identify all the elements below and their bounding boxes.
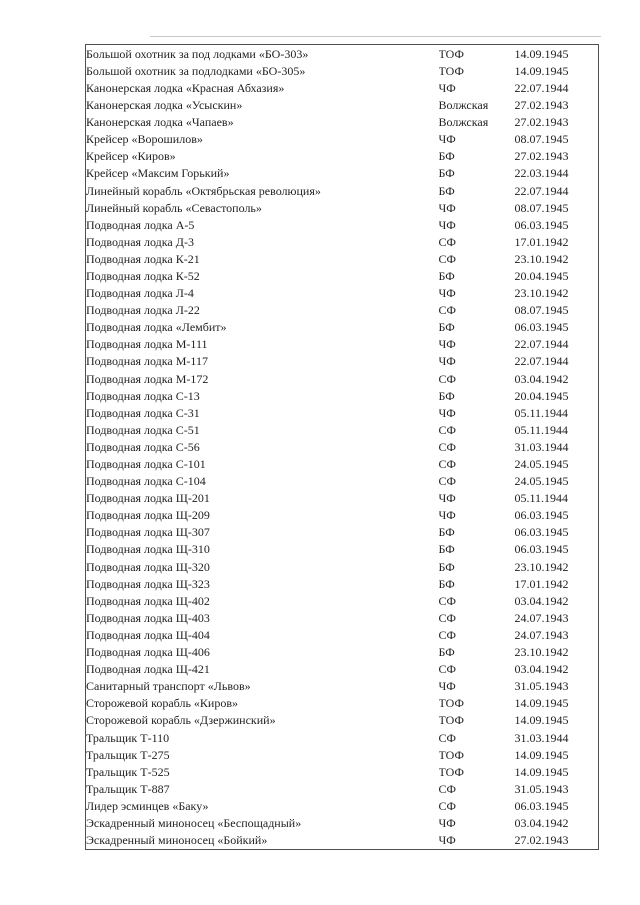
fleet-cell: СФ — [438, 662, 456, 677]
fleet-cell: Волжская — [438, 115, 489, 130]
table-row — [86, 626, 599, 643]
table-row — [86, 524, 599, 541]
fleet-cell: ТОФ — [438, 696, 464, 711]
ship-name-cell: Эскадренный миноносец «Бойкий» — [86, 833, 268, 848]
table-row — [86, 438, 599, 455]
ship-name-cell: Большой охотник за под лодками «БО-303» — [86, 46, 309, 61]
fleet-cell: СФ — [438, 251, 456, 266]
date-cell: 06.03.1945 — [514, 798, 569, 813]
table-row — [86, 353, 599, 370]
date-cell: 20.04.1945 — [514, 388, 569, 403]
fleet-cell: СФ — [438, 371, 456, 386]
fleet-cell: ЧФ — [438, 337, 456, 352]
fleet-cell: ЧФ — [438, 405, 456, 420]
table-row — [86, 319, 599, 336]
ship-name-cell: Подводная лодка Щ-320 — [86, 559, 210, 574]
table-row — [86, 643, 599, 660]
ship-name-cell: Подводная лодка Щ-406 — [86, 645, 210, 660]
fleet-cell: ТОФ — [438, 63, 464, 78]
ship-name-cell: Канонерская лодка «Чапаев» — [86, 115, 234, 130]
table-row — [86, 370, 599, 387]
date-cell: 23.10.1942 — [514, 645, 569, 660]
date-cell: 24.07.1943 — [514, 610, 569, 625]
table-row — [86, 746, 599, 763]
table-row — [86, 695, 599, 712]
ship-name-cell: Тральщик Т-110 — [86, 730, 170, 745]
fleet-cell: ЧФ — [438, 217, 456, 232]
ship-name-cell: Подводная лодка С-104 — [86, 474, 206, 489]
table-row — [86, 507, 599, 524]
date-cell: 23.10.1942 — [514, 559, 569, 574]
ship-name-cell: Подводная лодка С-13 — [86, 388, 200, 403]
fleet-cell: БФ — [438, 525, 455, 540]
fleet-cell: БФ — [438, 388, 455, 403]
date-cell: 23.10.1942 — [514, 251, 569, 266]
date-cell: 22.07.1944 — [514, 183, 569, 198]
fleet-cell: БФ — [438, 149, 455, 164]
date-cell: 05.11.1944 — [514, 491, 569, 506]
table-row — [86, 336, 599, 353]
table-row — [86, 114, 599, 131]
ship-name-cell: Подводная лодка Щ-201 — [86, 491, 210, 506]
date-cell: 03.04.1942 — [514, 371, 569, 386]
date-cell: 24.07.1943 — [514, 627, 569, 642]
fleet-cell: СФ — [438, 303, 456, 318]
ship-name-cell: Подводная лодка Щ-209 — [86, 508, 210, 523]
ship-name-cell: Подводная лодка Щ-403 — [86, 610, 210, 625]
fleet-cell: СФ — [438, 610, 456, 625]
date-cell: 22.03.1944 — [514, 166, 569, 181]
fleet-cell: БФ — [438, 645, 455, 660]
table-row — [86, 814, 599, 831]
date-cell: 03.04.1942 — [514, 815, 569, 830]
date-cell: 08.07.1945 — [514, 200, 569, 215]
fleet-cell: БФ — [438, 166, 455, 181]
ship-name-cell: Подводная лодка К-52 — [86, 268, 200, 283]
ship-name-cell: Подводная лодка М-117 — [86, 354, 208, 369]
table-row — [86, 182, 599, 199]
table-row — [86, 763, 599, 780]
table-row — [86, 148, 599, 165]
date-cell: 31.03.1944 — [514, 730, 569, 745]
date-cell: 31.03.1944 — [514, 439, 569, 454]
table-row — [86, 541, 599, 558]
table-row — [86, 250, 599, 267]
fleet-cell: СФ — [438, 422, 456, 437]
ship-name-cell: Подводная лодка Щ-404 — [86, 627, 210, 642]
date-cell: 31.05.1943 — [514, 781, 569, 796]
date-cell: 14.09.1945 — [514, 696, 569, 711]
date-cell: 03.04.1942 — [514, 662, 569, 677]
date-cell: 27.02.1943 — [514, 149, 569, 164]
date-cell: 05.11.1944 — [514, 405, 569, 420]
date-cell: 27.02.1943 — [514, 98, 569, 113]
ship-name-cell: Крейсер «Максим Горький» — [86, 166, 230, 181]
fleet-cell: БФ — [438, 559, 455, 574]
ship-name-cell: Подводная лодка Щ-402 — [86, 593, 210, 608]
table-row — [86, 729, 599, 746]
date-cell: 22.07.1944 — [514, 337, 569, 352]
table-row — [86, 62, 599, 79]
date-cell: 20.04.1945 — [514, 268, 569, 283]
table-row — [86, 592, 599, 609]
table-row — [86, 199, 599, 216]
fleet-cell: БФ — [438, 183, 455, 198]
ship-name-cell: Подводная лодка Щ-323 — [86, 576, 210, 591]
fleet-cell: ТОФ — [438, 764, 464, 779]
table-row — [86, 45, 599, 63]
ship-name-cell: Крейсер «Киров» — [86, 149, 176, 164]
fleet-cell: БФ — [438, 268, 455, 283]
date-cell: 14.09.1945 — [514, 747, 569, 762]
ship-name-cell: Линейный корабль «Октябрьская революция» — [86, 183, 321, 198]
date-cell: 17.01.1942 — [514, 234, 569, 249]
table-row — [86, 302, 599, 319]
ship-name-cell: Подводная лодка М-111 — [86, 337, 208, 352]
date-cell: 06.03.1945 — [514, 542, 569, 557]
ship-name-cell: Подводная лодка «Лембит» — [86, 320, 227, 335]
table-row — [86, 455, 599, 472]
fleet-cell: ЧФ — [438, 354, 456, 369]
ship-name-cell: Подводная лодка С-101 — [86, 457, 206, 471]
ship-name-cell: Подводная лодка Щ-307 — [86, 525, 210, 540]
date-cell: 24.05.1945 — [514, 457, 569, 471]
fleet-cell: ЧФ — [438, 200, 456, 215]
ship-name-cell: Канонерская лодка «Усыскин» — [86, 98, 243, 113]
fleet-cell: ТОФ — [438, 713, 464, 728]
date-cell: 17.01.1942 — [514, 576, 569, 591]
date-cell: 06.03.1945 — [514, 525, 569, 540]
date-cell: 14.09.1945 — [514, 63, 569, 78]
ship-name-cell: Санитарный транспорт «Львов» — [86, 679, 251, 694]
fleet-cell: СФ — [438, 474, 456, 489]
fleet-cell: ЧФ — [438, 815, 456, 830]
fleet-cell: СФ — [438, 457, 456, 471]
ship-name-cell: Канонерская лодка «Красная Абхазия» — [86, 80, 285, 95]
table-row — [86, 96, 599, 113]
ship-name-cell: Линейный корабль «Севастополь» — [86, 200, 262, 215]
fleet-cell: ТОФ — [438, 747, 464, 762]
table-row — [86, 285, 599, 302]
table-row — [86, 558, 599, 575]
date-cell: 06.03.1945 — [514, 508, 569, 523]
fleet-cell: СФ — [438, 627, 456, 642]
ship-name-cell: Лидер эсминцев «Баку» — [86, 798, 209, 813]
date-cell: 31.05.1943 — [514, 679, 569, 694]
fleet-cell: ЧФ — [438, 491, 456, 506]
date-cell: 24.05.1945 — [514, 474, 569, 489]
ship-name-cell: Подводная лодка Щ-421 — [86, 662, 210, 677]
date-cell: 06.03.1945 — [514, 320, 569, 335]
fleet-cell: СФ — [438, 781, 456, 796]
ship-name-cell: Подводная лодка Д-3 — [86, 234, 194, 249]
date-cell: 08.07.1945 — [514, 132, 569, 147]
table-row — [86, 678, 599, 695]
date-cell: 27.02.1943 — [514, 115, 569, 130]
date-cell: 22.07.1944 — [514, 80, 569, 95]
date-cell: 14.09.1945 — [514, 764, 569, 779]
table-row — [86, 490, 599, 507]
fleet-cell: БФ — [438, 576, 455, 591]
table-row — [86, 79, 599, 96]
fleet-cell: ЧФ — [438, 508, 456, 523]
date-cell: 03.04.1942 — [514, 593, 569, 608]
ship-name-cell: Тральщик Т-525 — [86, 764, 170, 779]
fleet-cell: СФ — [438, 798, 456, 813]
table-row — [86, 216, 599, 233]
ship-name-cell: Подводная лодка Л-22 — [86, 303, 200, 318]
ship-name-cell: Эскадренный миноносец «Беспощадный» — [86, 815, 302, 830]
table-row — [86, 421, 599, 438]
table-row — [86, 404, 599, 421]
ship-name-cell: Крейсер «Ворошилов» — [86, 132, 203, 147]
ship-name-cell: Подводная лодка Л-4 — [86, 286, 194, 301]
fleet-cell: СФ — [438, 439, 456, 454]
fleet-cell: СФ — [438, 730, 456, 745]
table-row — [86, 780, 599, 797]
ship-name-cell: Подводная лодка С-56 — [86, 439, 200, 454]
ship-name-cell: Тральщик Т-887 — [86, 781, 170, 796]
date-cell: 14.09.1945 — [514, 46, 569, 61]
table-row — [86, 387, 599, 404]
ship-name-cell: Сторожевой корабль «Дзержинский» — [86, 713, 276, 728]
table-row — [86, 131, 599, 148]
table-row — [86, 165, 599, 182]
ship-name-cell: Сторожевой корабль «Киров» — [86, 696, 239, 711]
date-cell: 14.09.1945 — [514, 713, 569, 728]
date-cell: 22.07.1944 — [514, 354, 569, 369]
ships-table — [85, 44, 599, 850]
table-row — [86, 575, 599, 592]
table-row — [86, 473, 599, 490]
table-row — [86, 832, 599, 850]
ship-name-cell: Тральщик Т-275 — [86, 747, 170, 762]
table-row — [86, 267, 599, 284]
scan-artifact-line — [150, 36, 601, 37]
date-cell: 23.10.1942 — [514, 286, 569, 301]
fleet-cell: ЧФ — [438, 286, 456, 301]
date-cell: 05.11.1944 — [514, 422, 569, 437]
fleet-cell: ЧФ — [438, 833, 456, 848]
date-cell: 08.07.1945 — [514, 303, 569, 318]
fleet-cell: ЧФ — [438, 80, 456, 95]
fleet-cell: ЧФ — [438, 132, 456, 147]
ship-name-cell: Подводная лодка С-51 — [86, 422, 200, 437]
ship-name-cell: Подводная лодка А-5 — [86, 217, 195, 232]
table-row — [86, 797, 599, 814]
table-row — [86, 609, 599, 626]
fleet-cell: БФ — [438, 320, 455, 335]
fleet-cell: ТОФ — [438, 46, 464, 61]
fleet-cell: ЧФ — [438, 679, 456, 694]
ship-name-cell: Подводная лодка М-172 — [86, 371, 209, 386]
date-cell: 27.02.1943 — [514, 833, 569, 848]
ship-name-cell: Подводная лодка К-21 — [86, 251, 200, 266]
table-row — [86, 712, 599, 729]
ship-name-cell: Подводная лодка С-31 — [86, 405, 200, 420]
ship-name-cell: Подводная лодка Щ-310 — [86, 542, 210, 557]
fleet-cell: Волжская — [438, 98, 489, 113]
fleet-cell: СФ — [438, 593, 456, 608]
fleet-cell: СФ — [438, 234, 456, 249]
fleet-cell: БФ — [438, 542, 455, 557]
date-cell: 06.03.1945 — [514, 217, 569, 232]
table-row — [86, 661, 599, 678]
table-row — [86, 233, 599, 250]
ship-name-cell: Большой охотник за подлодками «БО-305» — [86, 63, 306, 78]
ships-table-body — [86, 45, 599, 850]
